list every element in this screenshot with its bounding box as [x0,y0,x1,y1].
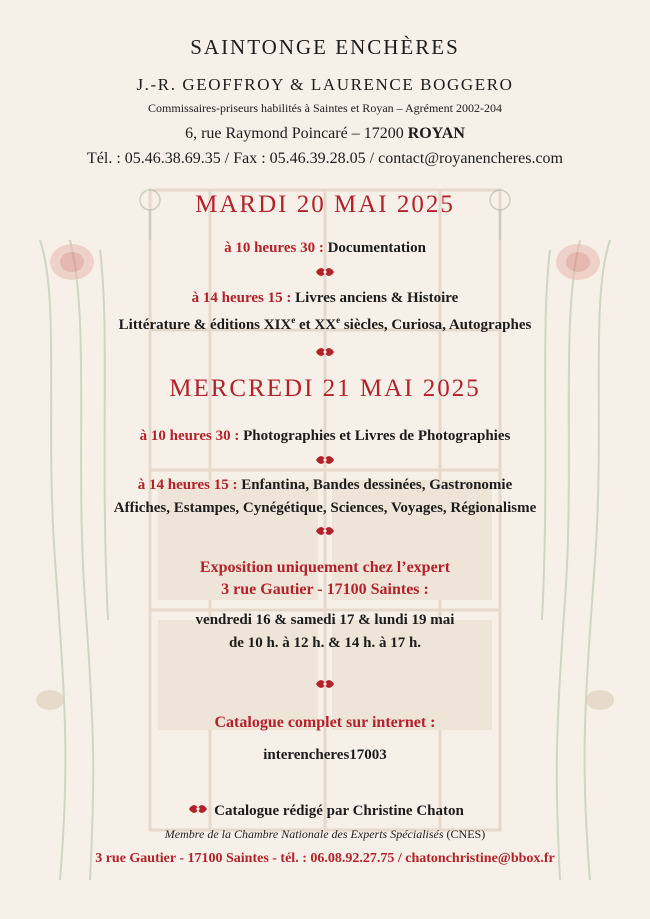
address-street: 6, rue Raymond Poincaré – 17200 [185,125,408,142]
address-city: ROYAN [407,125,465,142]
auctioneers: J.-R. GEOFFROY & LAURENCE BOGGERO [136,75,514,94]
house-name: SAINTONGE ENCHÈRES [190,35,460,59]
expert-membership-line [0,828,650,841]
day1-title: MARDI 20 MAI 2025 [195,191,455,218]
day2-session2 [0,477,650,494]
day2-title: MERCREDI 21 MAI 2025 [169,375,481,402]
day1-session1-subject: Documentation [323,240,426,256]
catalogue-heading: Catalogue complet sur internet : [214,714,436,731]
day1-session1-time: à 10 heures 30 : [224,240,324,256]
expert-membership: Membre de la Chambre Nationale des Experts Spécialisés [164,827,444,841]
day2-session2-detail: Affiches, Estampes, Cynégétique, Sciences, Voyages, Régionalisme [113,500,537,516]
day1-session2-time: à 14 heures 15 : [191,290,292,306]
fleuron-ornament-icon [313,345,337,359]
expert-membership-abbr: (CNES) [443,827,486,841]
day2-session2-subject: Enfantina, Bandes dessinées, Gastronomie [237,477,513,493]
fleuron-ornament-icon [313,453,337,467]
day1-session2 [0,290,650,307]
day1-session2-detail [0,317,650,334]
day2-session1 [0,428,650,445]
exhibition-location: 3 rue Gautier - 17100 Saintes : [221,581,429,598]
fleuron-ornament-icon [313,677,337,691]
expert-contact: 3 rue Gautier - 17100 Saintes - tél. : 06.08.92.27.75 / chatonchristine@bbox.fr [95,851,555,866]
contact-line: Tél. : 05.46.38.69.35 / Fax : 05.46.39.28.05 / contact@royanencheres.com [87,150,563,167]
expert-credit: Catalogue rédigé par Christine Chaton [214,803,464,819]
day1-session2-subject: Livres anciens & Histoire [291,290,459,306]
fleuron-ornament-icon [186,802,210,816]
fleuron-ornament-icon [313,265,337,279]
fleuron-ornament-icon [313,524,337,538]
day2-session1-subject: Photographies et Livres de Photographies [239,428,511,444]
day1-session1 [0,240,650,257]
license-line: Commissaires-priseurs habilités à Saintes et Royan – Agrément 2002-204 [148,101,502,115]
day2-session2-time: à 14 heures 15 : [137,477,238,493]
detail-part-b: et XX [295,317,337,333]
day2-session1-time: à 10 heures 30 : [139,428,240,444]
detail-part-a: Littérature & éditions XIX [118,317,292,333]
exhibition-dates: vendredi 16 & samedi 17 & lundi 19 mai [195,612,455,628]
catalogue-site: interencheres17003 [263,747,387,763]
exhibition-heading: Exposition uniquement chez l’expert [199,559,451,576]
superscript-1: e [291,315,296,325]
superscript-2: e [336,315,341,325]
exhibition-hours: de 10 h. à 12 h. & 14 h. à 17 h. [228,635,422,651]
expert-credit-line [0,802,650,820]
address-line [0,125,650,143]
detail-part-c: siècles, Curiosa, Autographes [340,317,532,333]
